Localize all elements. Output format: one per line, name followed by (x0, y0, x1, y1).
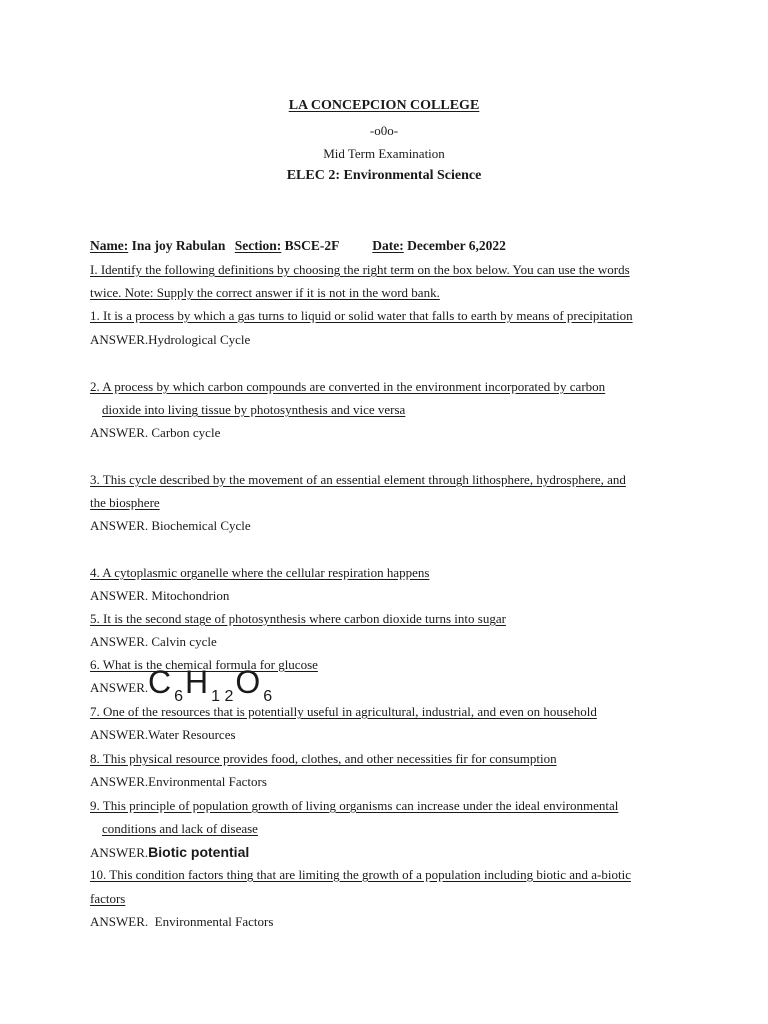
instructions-line-1: I. Identify the following definitions by choosing the right term on the box below. You can use the words (90, 262, 630, 277)
answer-prefix: ANSWER. (90, 634, 149, 649)
answer-prefix: ANSWER. (90, 727, 149, 742)
answer-text: Environmental Factors (148, 774, 267, 789)
answer-3 (90, 518, 251, 534)
question-7: 7. One of the resources that is potentially useful in agricultural, industrial, and even on household (90, 704, 597, 719)
answer-text: Calvin cycle (148, 634, 217, 649)
student-info (90, 238, 506, 254)
instructions-line-2: twice. Note: Supply the correct answer if it is not in the word bank. (90, 285, 440, 300)
answer-text: Environmental Factors (148, 914, 274, 929)
answer-prefix: ANSWER. (90, 518, 149, 533)
question-10-cont: factors (90, 891, 126, 906)
question-2: 2. A process by which carbon compounds are converted in the environment incorporated by carbon (90, 379, 606, 394)
oxygen-symbol: O (235, 664, 261, 700)
answer-7 (90, 727, 236, 743)
answer-prefix: ANSWER. (90, 332, 149, 347)
section-value: BSCE-2F (284, 238, 339, 253)
question-2-cont: dioxide into living tissue by photosynthesis and vice versa (102, 402, 406, 417)
answer-prefix: ANSWER. (90, 425, 149, 440)
question-6: 6. What is the chemical formula for glucose (90, 657, 318, 672)
hydrogen-count: 1 2 (211, 688, 234, 705)
question-3: 3. This cycle described by the movement of an essential element through lithosphere, hydrosphere, and (90, 472, 626, 487)
hydrogen-symbol: H (185, 664, 209, 700)
answer-9 (90, 844, 249, 861)
header-divider: -o0o- (369, 123, 399, 138)
answer-text: Water Resources (148, 727, 236, 742)
date-value: December 6,2022 (407, 238, 506, 253)
answer-text: Mitochondrion (148, 588, 230, 603)
answer-8 (90, 774, 267, 790)
carbon-symbol: C (148, 664, 172, 700)
answer-text: Carbon cycle (148, 425, 221, 440)
answer-2 (90, 425, 220, 441)
question-10: 10. This condition factors thing that are limiting the growth of a population including biotic and a-biotic (90, 867, 631, 882)
answer-5 (90, 634, 217, 650)
course-title: ELEC 2: Environmental Science (286, 168, 482, 183)
answer-prefix: ANSWER. (90, 680, 149, 695)
answer-4 (90, 588, 229, 604)
date-label: Date: (372, 238, 404, 253)
oxygen-count: 6 (263, 688, 273, 705)
answer-prefix: ANSWER. (90, 914, 149, 929)
name-label: Name: (90, 238, 129, 253)
question-5: 5. It is the second stage of photosynthesis where carbon dioxide turns into sugar (90, 611, 506, 626)
exam-title: Mid Term Examination (323, 146, 445, 161)
answer-1 (90, 332, 250, 348)
name-value: Ina joy Rabulan (131, 238, 226, 253)
answer-10 (90, 914, 273, 930)
answer-6 (90, 680, 148, 696)
question-9-cont: conditions and lack of disease (102, 821, 258, 836)
carbon-count: 6 (174, 688, 184, 705)
answer-text: Biochemical Cycle (148, 518, 251, 533)
section-label: Section: (234, 238, 282, 253)
question-3-cont: the biosphere (90, 495, 160, 510)
question-9: 9. This principle of population growth of living organisms can increase under the ideal environmental (90, 798, 619, 813)
answer-text: Hydrological Cycle (148, 332, 251, 347)
answer-prefix: ANSWER. (90, 845, 149, 860)
question-4: 4. A cytoplasmic organelle where the cellular respiration happens (90, 565, 430, 580)
answer-prefix: ANSWER. (90, 588, 149, 603)
answer-prefix: ANSWER. (90, 774, 149, 789)
answer-text: Biotic potential (148, 844, 250, 860)
question-1: 1. It is a process by which a gas turns to liquid or solid water that falls to earth by means of precipitation (90, 308, 633, 323)
question-8: 8. This physical resource provides food, clothes, and other necessities fir for consumption (90, 751, 557, 766)
school-title: LA CONCEPCION COLLEGE (288, 98, 480, 113)
